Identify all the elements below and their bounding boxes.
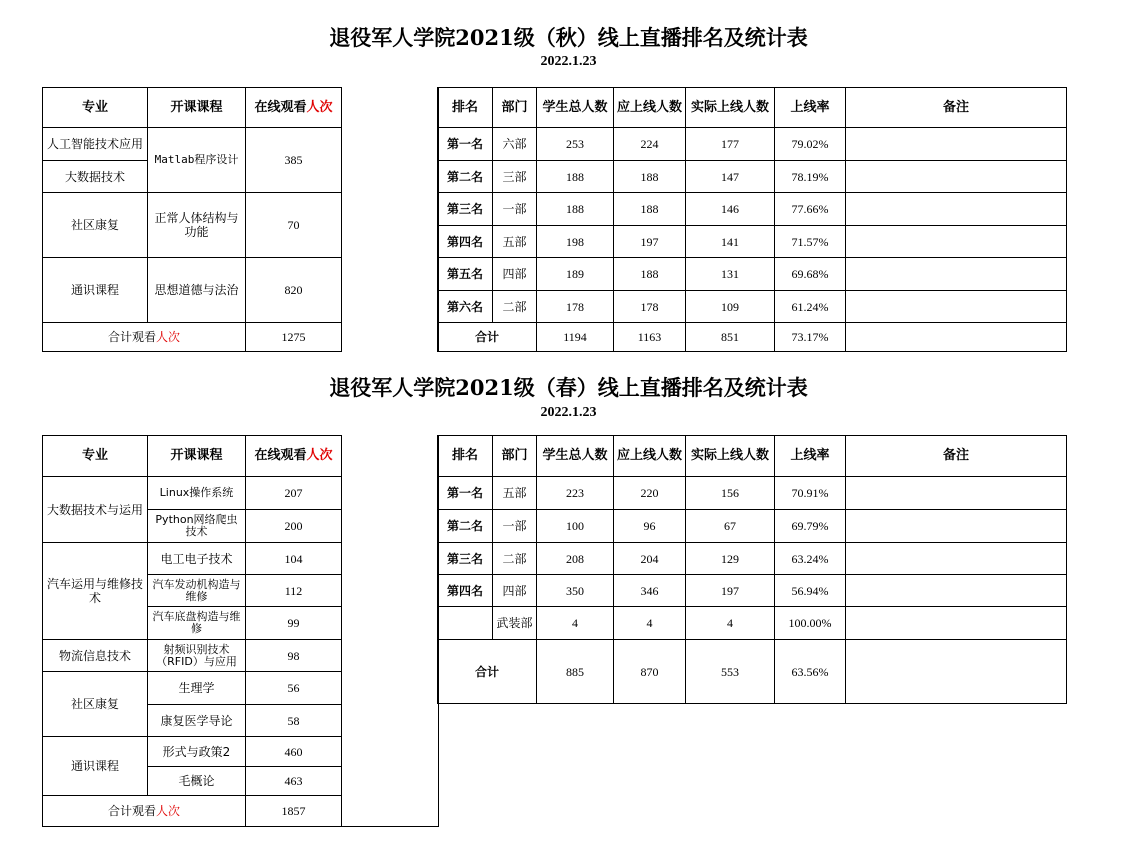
header-views: 在线观看人次 [246,88,342,128]
expected-cell: 220 [614,477,686,510]
table-row [438,291,1067,323]
total-cell: 253 [537,128,614,161]
actual-cell: 131 [686,258,775,291]
actual-cell: 146 [686,193,775,226]
note-cell [846,128,1067,161]
dept-cell: 五部 [493,226,537,258]
table-row [438,607,1067,640]
course-cell: 生理学 [148,672,246,705]
dept-cell: 四部 [493,575,537,607]
total-cell: 178 [537,291,614,323]
header-major: 专业 [43,436,148,477]
expected-cell: 224 [614,128,686,161]
autumn-ranking-table [437,87,1067,352]
header-expected: 应上线人数 [614,436,686,477]
table-row [438,477,1067,510]
rate-cell: 79.02% [775,128,846,161]
rank-cell: 第五名 [438,258,493,291]
actual-cell: 156 [686,477,775,510]
note-cell [846,607,1067,640]
actual-cell: 147 [686,161,775,193]
rate-cell: 56.94% [775,575,846,607]
header-note: 备注 [846,88,1067,128]
expected-cell: 188 [614,161,686,193]
header-rank: 排名 [438,436,493,477]
actual-cell: 67 [686,510,775,543]
rank-cell: 第三名 [438,543,493,575]
note-cell [846,640,1067,704]
actual-cell: 4 [686,607,775,640]
views-cell: 207 [246,477,342,510]
rank-cell: 第六名 [438,291,493,323]
views-cell: 104 [246,543,342,575]
total-cell: 100 [537,510,614,543]
header-dept: 部门 [493,88,537,128]
rate-cell: 70.91% [775,477,846,510]
course-cell: 汽车底盘构造与维修 [148,607,246,640]
dept-cell: 三部 [493,161,537,193]
note-cell [846,258,1067,291]
expected-cell: 96 [614,510,686,543]
major-cell: 大数据技术与运用 [43,477,148,543]
major-cell: 社区康复 [43,672,148,737]
note-cell [846,543,1067,575]
header-actual: 实际上线人数 [686,436,775,477]
total-cell: 1194 [537,323,614,352]
actual-cell: 177 [686,128,775,161]
major-cell: 汽车运用与维修技术 [43,543,148,640]
actual-cell: 197 [686,575,775,607]
major-cell: 通识课程 [43,258,148,323]
rate-cell: 78.19% [775,161,846,193]
dept-cell: 五部 [493,477,537,510]
header-views: 在线观看人次 [246,436,342,477]
spring-date: 2022.1.23 [540,405,597,420]
total-cell: 189 [537,258,614,291]
dept-cell: 一部 [493,193,537,226]
dept-cell: 二部 [493,543,537,575]
rate-cell: 63.56% [775,640,846,704]
autumn-title: 退役军人学院2021级（秋）线上直播排名及统计表 [329,25,808,50]
rank-cell: 第二名 [438,161,493,193]
course-cell: 电工电子技术 [148,543,246,575]
views-cell: 820 [246,258,342,323]
rate-cell: 61.24% [775,291,846,323]
header-rank: 排名 [438,88,493,128]
rate-cell: 69.79% [775,510,846,543]
course-cell: 形式与政策2 [148,737,246,767]
spacer [342,436,439,827]
rank-cell: 第二名 [438,510,493,543]
rate-cell: 73.17% [775,323,846,352]
rate-cell: 63.24% [775,543,846,575]
major-cell: 社区康复 [43,193,148,258]
views-cell: 463 [246,767,342,796]
major-cell: 物流信息技术 [43,640,148,672]
spring-views-table [42,435,439,827]
total-row [438,323,1067,352]
total-views: 1857 [246,796,342,827]
header-actual: 实际上线人数 [686,88,775,128]
views-cell: 460 [246,737,342,767]
header-major: 专业 [43,88,148,128]
table-row [438,161,1067,193]
total-label: 合计观看人次 [43,796,246,827]
course-cell: Python网络爬虫技术 [148,510,246,543]
table-row [438,128,1067,161]
dept-cell: 六部 [493,128,537,161]
rank-cell: 第四名 [438,226,493,258]
total-row [438,640,1067,704]
rank-cell: 第三名 [438,193,493,226]
rate-cell: 100.00% [775,607,846,640]
table-row [438,226,1067,258]
total-label: 合计观看人次 [43,323,246,352]
actual-cell: 851 [686,323,775,352]
header-expected: 应上线人数 [614,88,686,128]
note-cell [846,575,1067,607]
total-cell: 223 [537,477,614,510]
actual-cell: 109 [686,291,775,323]
spring-title: 退役军人学院2021级（春）线上直播排名及统计表 [329,375,808,400]
note-cell [846,161,1067,193]
total-cell: 350 [537,575,614,607]
spacer [342,88,439,352]
expected-cell: 188 [614,258,686,291]
table-row [438,193,1067,226]
views-cell: 99 [246,607,342,640]
views-cell: 112 [246,575,342,607]
dept-cell: 武装部 [493,607,537,640]
expected-cell: 197 [614,226,686,258]
major-cell: 人工智能技术应用 [43,128,148,161]
views-cell: 385 [246,128,342,193]
rank-cell: 第一名 [438,128,493,161]
note-cell [846,291,1067,323]
views-cell: 98 [246,640,342,672]
table-row [438,258,1067,291]
rank-cell [438,607,493,640]
views-cell: 70 [246,193,342,258]
course-cell: Linux操作系统 [148,477,246,510]
views-cell: 200 [246,510,342,543]
major-cell: 大数据技术 [43,161,148,193]
actual-cell: 553 [686,640,775,704]
actual-cell: 141 [686,226,775,258]
expected-cell: 178 [614,291,686,323]
dept-cell: 二部 [493,291,537,323]
note-cell [846,193,1067,226]
header-course: 开课课程 [148,88,246,128]
note-cell [846,510,1067,543]
views-cell: 56 [246,672,342,705]
expected-cell: 346 [614,575,686,607]
autumn-date: 2022.1.23 [540,54,597,69]
note-cell [846,477,1067,510]
expected-cell: 204 [614,543,686,575]
expected-cell: 4 [614,607,686,640]
total-cell: 4 [537,607,614,640]
actual-cell: 129 [686,543,775,575]
total-views: 1275 [246,323,342,352]
header-rate: 上线率 [775,88,846,128]
rank-cell: 第一名 [438,477,493,510]
header-course: 开课课程 [148,436,246,477]
major-cell: 通识课程 [43,737,148,796]
table-row [438,510,1067,543]
dept-cell: 一部 [493,510,537,543]
note-cell [846,226,1067,258]
total-cell: 188 [537,161,614,193]
header-total: 学生总人数 [537,436,614,477]
dept-cell: 四部 [493,258,537,291]
header-total: 学生总人数 [537,88,614,128]
expected-cell: 870 [614,640,686,704]
expected-cell: 1163 [614,323,686,352]
header-note: 备注 [846,436,1067,477]
autumn-views-table [42,87,439,352]
total-cell: 208 [537,543,614,575]
spring-ranking-table [437,435,1067,704]
course-cell: 射频识别技术（RFID）与应用 [148,640,246,672]
note-cell [846,323,1067,352]
header-dept: 部门 [493,436,537,477]
course-cell: 毛概论 [148,767,246,796]
rate-cell: 71.57% [775,226,846,258]
course-cell: 汽车发动机构造与维修 [148,575,246,607]
total-label: 合计 [438,640,537,704]
course-cell: 思想道德与法治 [148,258,246,323]
total-cell: 885 [537,640,614,704]
views-cell: 58 [246,705,342,737]
total-cell: 198 [537,226,614,258]
rate-cell: 69.68% [775,258,846,291]
total-label: 合计 [438,323,537,352]
rank-cell: 第四名 [438,575,493,607]
course-cell: 正常人体结构与功能 [148,193,246,258]
header-rate: 上线率 [775,436,846,477]
rate-cell: 77.66% [775,193,846,226]
course-cell: 康复医学导论 [148,705,246,737]
table-row [438,575,1067,607]
course-cell: Matlab程序设计 [148,128,246,193]
table-row [438,543,1067,575]
expected-cell: 188 [614,193,686,226]
total-cell: 188 [537,193,614,226]
